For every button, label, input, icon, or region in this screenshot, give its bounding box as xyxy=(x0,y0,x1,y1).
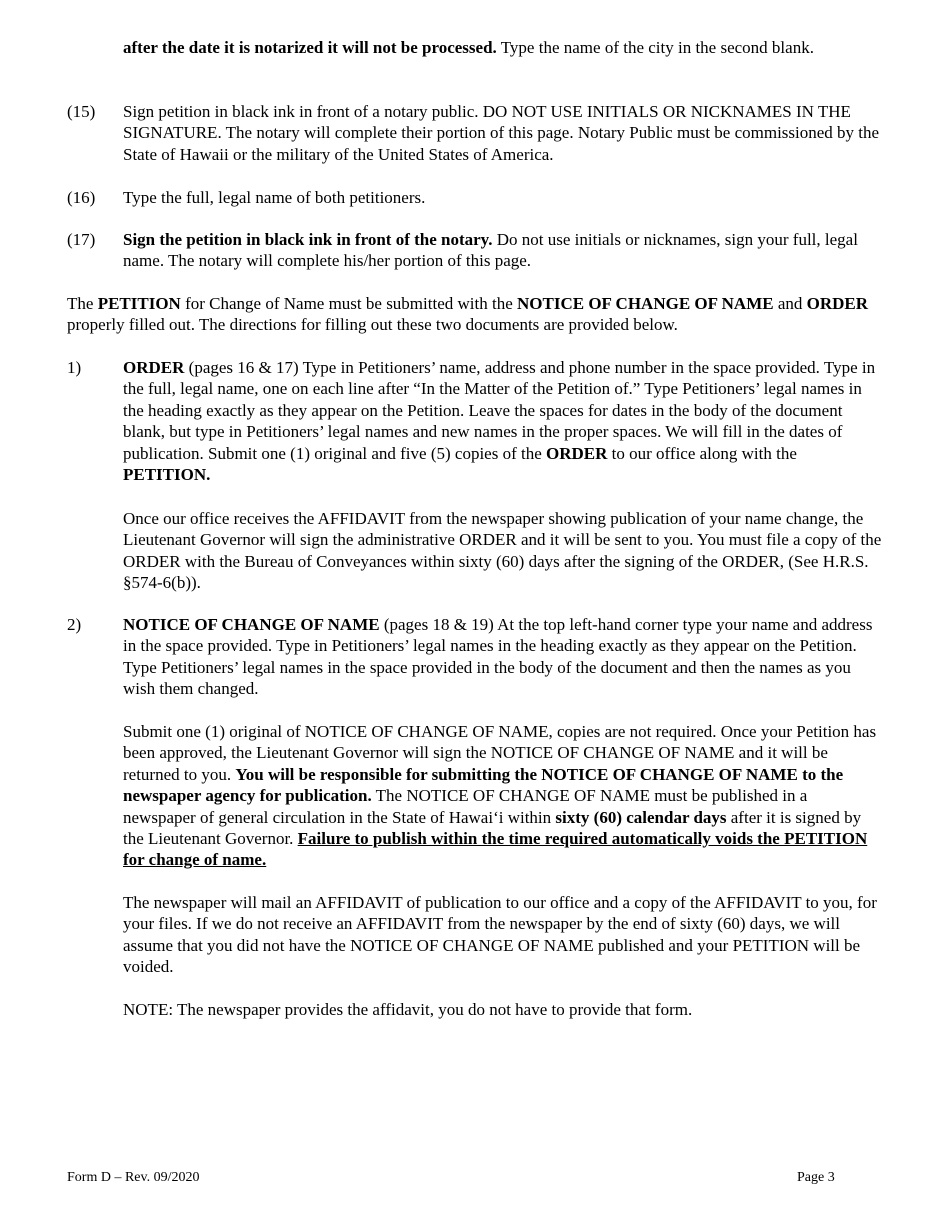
instruction-item-16 xyxy=(67,187,883,208)
continuation-bold: after the date it is notarized it will not be processed. xyxy=(123,38,497,57)
order-paragraph-2: Once our office receives the AFFIDAVIT from the newspaper showing publication of your name change, the Lieutenant Governor will sign the administrative ORDER and it will be sent to you. You must file a copy of the ORDER with the Bureau of Conveyances within sixty (60) days after the signing of the ORDER, (See H.R.S. §574-6(b)). xyxy=(123,509,882,593)
continuation-text: Type the name of the city in the second blank. xyxy=(496,38,814,57)
section-number: 1) xyxy=(67,358,82,377)
continuation-paragraph xyxy=(123,37,883,58)
order-paragraph-1: ORDER (pages 16 & 17) Type in Petitioners’ name, address and phone number in the space provided. Type in the full, legal name, one on each line after “In the Matter of the Petition of.” Type Petitioners’ legal names in the heading exactly as they appear on the Petition. Leave the spaces for dates in the body of the document blank, but type in Petitioners’ legal names and new names in the proper spaces. We will fill in the dates of publication. Submit one (1) original and five (5) copies of the ORDER to our office along with the PETITION. xyxy=(123,358,876,485)
note-paragraph: NOTE: The newspaper provides the affidavit, you do not have to provide that form. xyxy=(123,1000,693,1019)
item-number: (15) xyxy=(67,102,96,121)
instruction-item-17 xyxy=(67,229,883,272)
instruction-item-15 xyxy=(67,101,883,165)
void-warning: Failure to publish within the time required automatically voids the PETITION for change of name. xyxy=(123,829,868,870)
notice-paragraph-1: NOTICE OF CHANGE OF NAME (pages 18 & 19) At the top left-hand corner type your name and address in the space provided. Type in Petitioners’ legal names in the heading exactly as they appear on the Petition. Type Petitioners’ legal names in the space provided in the body of the document and then the names as you wish them changed. xyxy=(123,615,873,699)
form-revision-label: Form D – Rev. 09/2020 xyxy=(67,1170,200,1185)
notice-heading: NOTICE OF CHANGE OF NAME xyxy=(123,615,380,634)
intro-paragraph: The PETITION for Change of Name must be submitted with the NOTICE OF CHANGE OF NAME and ORDER properly filled out. The directions for filling out these two documents are provided below. xyxy=(67,294,869,335)
item-text: Sign the petition in black ink in front of the notary. Do not use initials or nicknames, sign your full, legal name. The notary will complete his/her portion of this page. xyxy=(123,230,858,271)
item-text: Sign petition in black ink in front of a notary public. DO NOT USE INITIALS OR NICKNAMES IN THE SIGNATURE. The notary will complete their portion of this page. Notary Public must be commissioned by the State of Hawaii or the military of the United States of America. xyxy=(123,102,880,164)
notice-paragraph-2: Submit one (1) original of NOTICE OF CHANGE OF NAME, copies are not required. Once your Petition has been approved, the Lieutenant Governor will sign the NOTICE OF CHANGE OF NAME and it will be returned to you. You will be responsible for submitting the NOTICE OF CHANGE OF NAME to the newspaper agency for publication. The NOTICE OF CHANGE OF NAME must be published in a newspaper of general circulation in the State of Hawai‘i within sixty (60) calendar days after it is signed by the Lieutenant Governor. Failure to publish within the time required automatically voids the PETITION for change of name. xyxy=(123,722,877,870)
order-heading: ORDER xyxy=(123,358,185,377)
page-number: Page 3 xyxy=(797,1170,835,1185)
item-number: (16) xyxy=(67,188,96,207)
item-number: (17) xyxy=(67,230,96,249)
item-text: Type the full, legal name of both petitioners. xyxy=(123,188,426,207)
notice-section xyxy=(67,614,883,700)
section-number: 2) xyxy=(67,615,82,634)
item-bold: Sign the petition in black ink in front of the notary. xyxy=(123,230,493,249)
notice-paragraph-3: The newspaper will mail an AFFIDAVIT of publication to our office and a copy of the AFFIDAVIT to you, for your files. If we do not receive an AFFIDAVIT from the newspaper by the end of sixty (60) days, we will assume that you did not have the NOTICE OF CHANGE OF NAME published and your PETITION will be voided. xyxy=(123,893,877,977)
order-section xyxy=(67,357,883,485)
